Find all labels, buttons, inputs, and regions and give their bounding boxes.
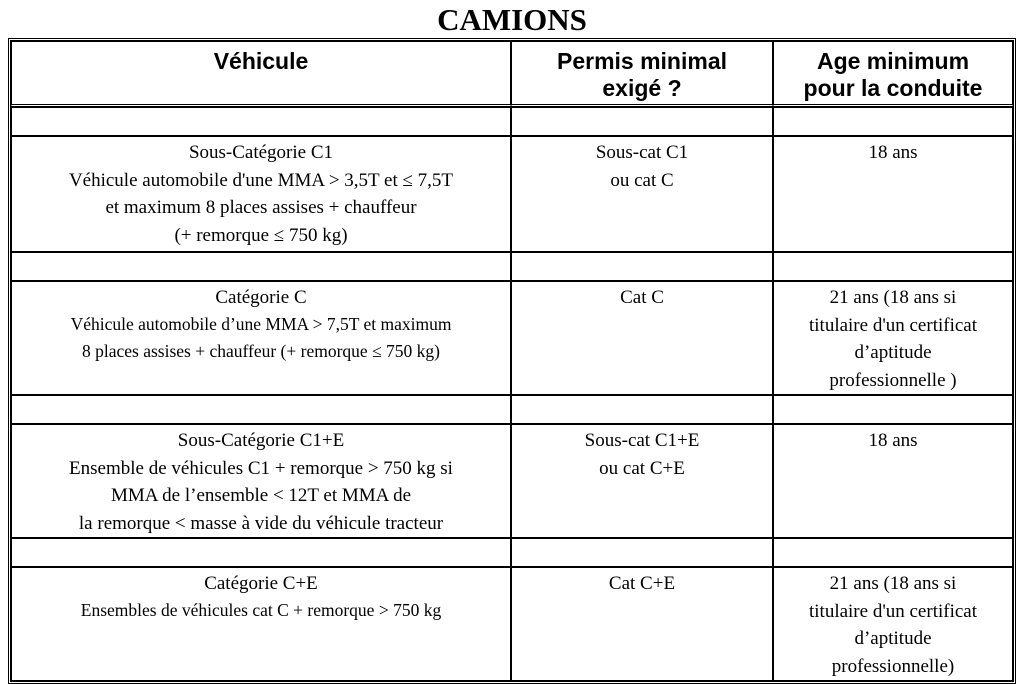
- header-age-line2: pour la conduite: [803, 75, 983, 101]
- header-age-line1: Age minimum: [816, 48, 970, 74]
- vehicle-line: (+ remorque ≤ 750 kg): [174, 224, 348, 246]
- age-line: d’aptitude: [854, 628, 932, 649]
- table-row-ce: [11, 567, 1013, 681]
- age-line: titulaire d'un certificat: [808, 600, 977, 622]
- license-line: ou cat C: [610, 169, 674, 191]
- vehicle-line: Ensemble de véhicules C1 + remorque > 750 kg si: [69, 457, 453, 479]
- age-line: 21 ans (18 ans si: [829, 573, 957, 594]
- header-license-line2: exigé ?: [602, 75, 682, 101]
- header-vehicle-label: Véhicule: [213, 48, 309, 74]
- license-cell: [511, 281, 773, 395]
- vehicle-line: Véhicule automobile d'une MMA > 3,5T et ≤ 7,5T: [68, 169, 454, 191]
- age-line: professionnelle): [831, 655, 955, 677]
- spacer-row: [11, 538, 1013, 567]
- age-cell: [773, 567, 1013, 681]
- vehicle-line: Catégorie C: [215, 287, 307, 308]
- vehicle-line: Ensembles de véhicules cat C + remorque > 750 kg: [80, 600, 442, 620]
- license-line: Sous-cat C1+E: [584, 430, 700, 451]
- vehicle-line: MMA de l’ensemble < 12T et MMA de: [110, 485, 412, 506]
- table-row-c: [11, 281, 1013, 395]
- spacer-row: [11, 107, 1013, 136]
- vehicle-line: la remorque < masse à vide du véhicule tracteur: [78, 512, 444, 534]
- license-table: [8, 38, 1016, 684]
- header-vehicle: [11, 41, 511, 107]
- vehicle-cell: [11, 424, 511, 538]
- header-age: [773, 41, 1013, 107]
- age-line: 18 ans: [868, 142, 918, 163]
- age-line: d’aptitude: [854, 342, 932, 363]
- vehicle-line: Catégorie C+E: [204, 573, 318, 594]
- vehicle-cell: [11, 136, 511, 252]
- page-title: CAMIONS: [437, 2, 587, 37]
- header-license: [511, 41, 773, 107]
- spacer-row: [11, 252, 1013, 281]
- table-row-c1: [11, 136, 1013, 252]
- vehicle-line: Sous-Catégorie C1: [188, 142, 334, 163]
- license-line: Cat C+E: [608, 573, 676, 594]
- header-license-line1: Permis minimal: [556, 48, 728, 74]
- age-cell: [773, 281, 1013, 395]
- age-cell: [773, 424, 1013, 538]
- header-row: [11, 41, 1013, 107]
- table-row-c1e: [11, 424, 1013, 538]
- license-line: ou cat C+E: [599, 457, 685, 479]
- age-line: 21 ans (18 ans si: [829, 287, 957, 308]
- vehicle-line: Sous-Catégorie C1+E: [177, 430, 345, 451]
- license-cell: [511, 424, 773, 538]
- vehicle-cell: [11, 281, 511, 395]
- vehicle-cell: [11, 567, 511, 681]
- vehicle-line: 8 places assises + chauffeur (+ remorque ≤ 750 kg): [81, 341, 440, 361]
- age-line: professionnelle ): [829, 369, 957, 391]
- license-cell: [511, 136, 773, 252]
- license-cell: [511, 567, 773, 681]
- license-line: Sous-cat C1: [595, 142, 689, 163]
- age-cell: [773, 136, 1013, 252]
- vehicle-line: Véhicule automobile d’une MMA > 7,5T et maximum: [70, 314, 452, 334]
- age-line: titulaire d'un certificat: [808, 314, 977, 336]
- age-line: 18 ans: [868, 430, 918, 451]
- license-line: Cat C: [620, 287, 664, 308]
- vehicle-line: et maximum 8 places assises + chauffeur: [105, 197, 417, 218]
- spacer-row: [11, 395, 1013, 424]
